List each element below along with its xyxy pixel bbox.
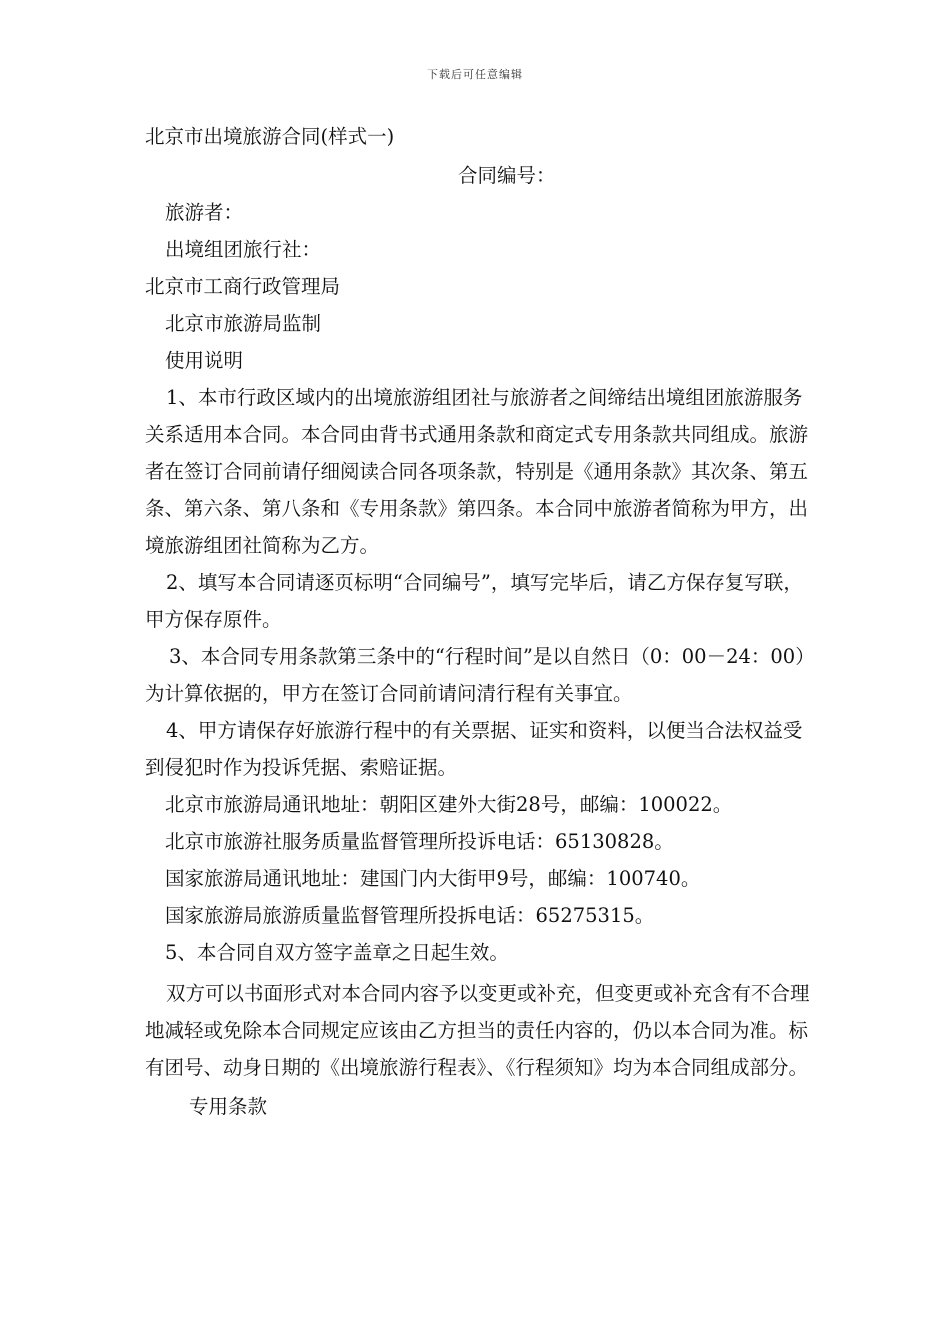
header-note: 下载后可任意编辑 <box>427 68 523 81</box>
closing-paragraph: 双方可以书面形式对本合同内容予以变更或补充，但变更或补充含有不合理地减轻或免除本合同规定应该由乙方担当的责任内容的，仍以本合同为准。标有团号、动身日期的《出境旅游行程表》、《行程须知》均为本合同组成部分。 <box>145 982 810 1079</box>
contact-line-2: 北京市旅游社服务质量监督管理所投诉电话：65130828。 <box>165 830 674 853</box>
instruction-item-2: 2、填写本合同请逐页标明“合同编号”，填写完毕后，请乙方保存复写联，甲方保存原件。 <box>145 571 803 631</box>
instruction-item-4: 4、甲方请保存好旅游行程中的有关票据、证实和资料，以便当合法权益受到侵犯时作为投诉凭据、索赔证据。 <box>145 719 803 779</box>
issuer-line-2: 北京市旅游局监制 <box>165 312 322 335</box>
traveler-label: 旅游者： <box>165 201 244 224</box>
instruction-item-1: 1、本市行政区域内的出境旅游组团社与旅游者之间缔结出境组团旅游服务关系适用本合同。本合同由背书式通用条款和商定式专用条款共同组成。旅游者在签订合同前请仔细阅读合同各项条款，特别是《通用条款》其次条、第五条、第六条、第八条和《专用条款》第四条。本合同中旅游者简称为甲方，出境旅游组团社简称为乙方。 <box>145 386 809 557</box>
contact-line-1: 北京市旅游局通讯地址：朝阳区建外大街28号，邮编：100022。 <box>165 793 733 816</box>
document-body <box>145 118 810 1125</box>
contact-line-4: 国家旅游局旅游质量监督管理所投拆电话：65275315。 <box>165 904 655 927</box>
contract-number-label: 合同编号： <box>458 164 556 187</box>
instruction-item-5: 5、本合同自双方签字盖章之日起生效。 <box>165 941 509 964</box>
agency-label: 出境组团旅行社： <box>165 238 322 261</box>
contact-line-3: 国家旅游局通讯地址：建国门内大街甲9号，邮编：100740。 <box>165 867 701 890</box>
instructions-heading: 使用说明 <box>165 349 244 372</box>
instruction-item-3: 3、本合同专用条款第三条中的“行程时间”是以自然日（0：00－24：00）为计算依据的，甲方在签订合同前请问清行程有关事宜。 <box>145 645 805 705</box>
document-title: 北京市出境旅游合同(样式一) <box>145 125 395 148</box>
issuer-line-1: 北京市工商行政管理局 <box>145 275 341 298</box>
special-terms-heading: 专用条款 <box>189 1095 268 1118</box>
